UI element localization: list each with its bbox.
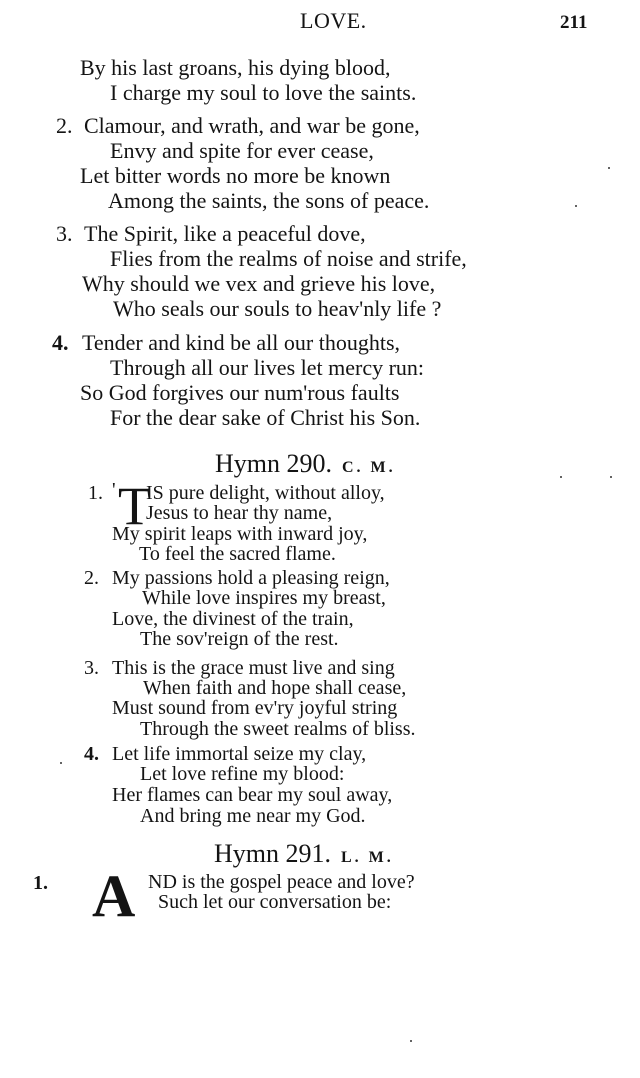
drop-apostrophe: ' bbox=[112, 479, 116, 501]
speck bbox=[410, 1040, 412, 1042]
speck bbox=[608, 167, 610, 169]
verse-line: Envy and spite for ever cease, bbox=[110, 138, 374, 163]
verse-line: Let love refine my blood: bbox=[140, 763, 345, 785]
verse-line: Who seals our souls to heav'nly life ? bbox=[113, 296, 442, 321]
verse-line: The sov'reign of the rest. bbox=[140, 628, 339, 650]
verse-line: While love inspires my breast, bbox=[142, 587, 386, 609]
verse-line: IS pure delight, without alloy, bbox=[146, 482, 385, 504]
verse-line: I charge my soul to love the saints. bbox=[110, 80, 417, 105]
stanza-number: 1. bbox=[33, 872, 48, 894]
running-header: LOVE. bbox=[300, 8, 367, 33]
verse-line: To feel the sacred flame. bbox=[139, 543, 336, 565]
hymn-title bbox=[215, 451, 396, 477]
hymn-title-text: Hymn 290. bbox=[215, 449, 332, 478]
stanza-number: 2. bbox=[56, 113, 73, 138]
hymn-title bbox=[214, 841, 394, 867]
speck bbox=[560, 476, 562, 478]
verse-line: Let life immortal seize my clay, bbox=[112, 743, 367, 765]
stanza-number: 4. bbox=[52, 330, 69, 355]
verse-line: Such let our conversation be: bbox=[158, 891, 392, 913]
verse-line: For the dear sake of Christ his Son. bbox=[110, 405, 421, 430]
verse-line: My spirit leaps with inward joy, bbox=[112, 523, 368, 545]
verse-line: By his last groans, his dying blood, bbox=[80, 55, 391, 80]
stanza-number: 3. bbox=[84, 657, 99, 679]
verse-line: The Spirit, like a peaceful dove, bbox=[84, 221, 366, 246]
verse-line: Why should we vex and grieve his love, bbox=[82, 271, 436, 296]
verse-line: Tender and kind be all our thoughts, bbox=[82, 330, 401, 355]
verse-line: Jesus to hear thy name, bbox=[146, 502, 333, 524]
verse-line: Let bitter words no more be known bbox=[80, 163, 391, 188]
verse-line: Clamour, and wrath, and war be gone, bbox=[84, 113, 420, 138]
drop-cap: T bbox=[118, 476, 151, 536]
verse-line: So God forgives our num'rous faults bbox=[80, 380, 400, 405]
stanza-number: 3. bbox=[56, 221, 73, 246]
verse-line: Flies from the realms of noise and strife, bbox=[110, 246, 467, 271]
hymn-meter: C. M. bbox=[342, 459, 396, 476]
hymn-title-text: Hymn 291. bbox=[214, 839, 331, 868]
page-number: 211 bbox=[560, 12, 588, 33]
verse-line: Through the sweet realms of bliss. bbox=[140, 718, 416, 740]
verse-line: ND is the gospel peace and love? bbox=[148, 871, 415, 893]
verse-line: Through all our lives let mercy run: bbox=[110, 355, 425, 380]
speck bbox=[60, 762, 62, 764]
verse-line: This is the grace must live and sing bbox=[112, 657, 395, 679]
speck bbox=[575, 205, 577, 207]
verse-line: Must sound from ev'ry joyful string bbox=[112, 697, 398, 719]
drop-cap: A bbox=[92, 863, 136, 929]
stanza-number: 4. bbox=[84, 743, 99, 765]
verse-line: When faith and hope shall cease, bbox=[143, 677, 407, 699]
verse-line: Among the saints, the sons of peace. bbox=[108, 188, 430, 213]
hymn-meter: L. M. bbox=[341, 849, 394, 866]
stanza-number: 2. bbox=[84, 567, 99, 589]
verse-line: Her flames can bear my soul away, bbox=[112, 784, 393, 806]
speck bbox=[610, 476, 612, 478]
verse-line: Love, the divinest of the train, bbox=[112, 608, 354, 630]
stanza-number: 1. bbox=[88, 482, 103, 504]
verse-line: My passions hold a pleasing reign, bbox=[112, 567, 390, 589]
verse-line: And bring me near my God. bbox=[140, 805, 366, 827]
